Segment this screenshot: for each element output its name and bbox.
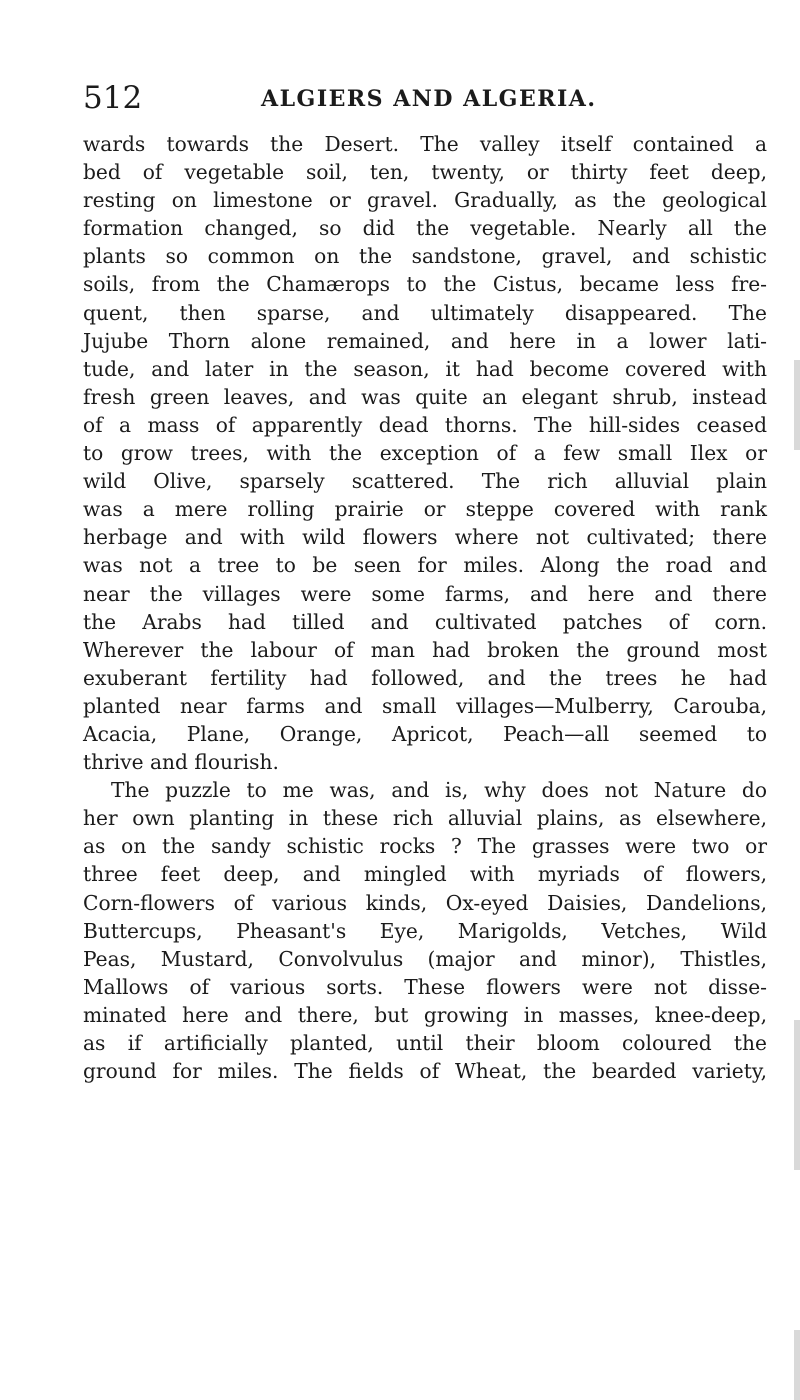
text-line: as if artificially planted, until their bloom coloured the xyxy=(83,1031,767,1055)
text-line: Mallows of various sorts. These flowers were not disse- xyxy=(83,974,767,999)
text-line: fresh green leaves, and was quite an elegant shrub, instead xyxy=(83,384,767,409)
text-line: tude, and later in the season, it had become covered with xyxy=(83,356,767,381)
text-line: Peas, Mustard, Convolvulus (major and minor), Thistles, xyxy=(83,946,767,971)
text-line: Corn-flowers of various kinds, Ox-eyed Daisies, Dandelions, xyxy=(83,890,767,915)
text-line: exuberant fertility had followed, and the trees he had xyxy=(83,665,767,690)
text-line: three feet deep, and mingled with myriads of flowers, xyxy=(83,862,767,887)
paragraph-first-line: The puzzle to me was, and is, why does not Nature do xyxy=(111,778,767,803)
page-edge-shadow xyxy=(794,360,800,450)
running-head xyxy=(83,78,773,118)
text-line: to grow trees, with the exception of a few small Ilex or xyxy=(83,441,767,466)
text-line: planted near farms and small villages—Mulberry, Carouba, xyxy=(83,693,767,718)
body-text xyxy=(83,130,767,1085)
text-line: Acacia, Plane, Orange, Apricot, Peach—all seemed to xyxy=(83,721,767,746)
page-edge-shadow xyxy=(794,1020,800,1170)
text-line: was a mere rolling prairie or steppe covered with rank xyxy=(83,497,767,522)
text-line: wards towards the Desert. The valley itself contained a xyxy=(83,132,767,156)
paragraph-end-line: thrive and flourish. xyxy=(83,750,279,775)
text-line: as on the sandy schistic rocks ? The grasses were two or xyxy=(83,834,767,859)
text-line: plants so common on the sandstone, gravel, and schistic xyxy=(83,244,767,269)
text-line: Jujube Thorn alone remained, and here in a lower lati- xyxy=(83,328,767,353)
text-line: near the villages were some farms, and here and there xyxy=(83,581,767,606)
text-line: resting on limestone or gravel. Gradually, as the geological xyxy=(83,188,767,213)
text-line: the Arabs had tilled and cultivated patches of corn. xyxy=(83,609,767,634)
page-number: 512 xyxy=(83,80,143,116)
text-line: soils, from the Chamærops to the Cistus, became less fre- xyxy=(83,272,767,297)
text-line: bed of vegetable soil, ten, twenty, or thirty feet deep, xyxy=(83,160,767,185)
text-line: of a mass of apparently dead thorns. The hill-sides ceased xyxy=(83,412,767,437)
text-line: formation changed, so did the vegetable. Nearly all the xyxy=(83,216,767,241)
page-edge-shadow xyxy=(794,1330,800,1400)
text-line: herbage and with wild flowers where not cultivated; there xyxy=(83,525,767,550)
text-line: ground for miles. The fields of Wheat, the bearded variety, xyxy=(83,1059,767,1084)
text-line: was not a tree to be seen for miles. Along the road and xyxy=(83,553,767,578)
text-line: quent, then sparse, and ultimately disappeared. The xyxy=(83,300,767,325)
text-line: Wherever the labour of man had broken the ground most xyxy=(83,637,767,662)
running-title: ALGIERS AND ALGERIA. xyxy=(261,86,597,112)
text-line: wild Olive, sparsely scattered. The rich alluvial plain xyxy=(83,469,767,494)
text-line: her own planting in these rich alluvial plains, as elsewhere, xyxy=(83,806,767,831)
text-line: Buttercups, Pheasant's Eye, Marigolds, Vetches, Wild xyxy=(83,918,767,943)
text-line: minated here and there, but growing in masses, knee-deep, xyxy=(83,1002,767,1027)
